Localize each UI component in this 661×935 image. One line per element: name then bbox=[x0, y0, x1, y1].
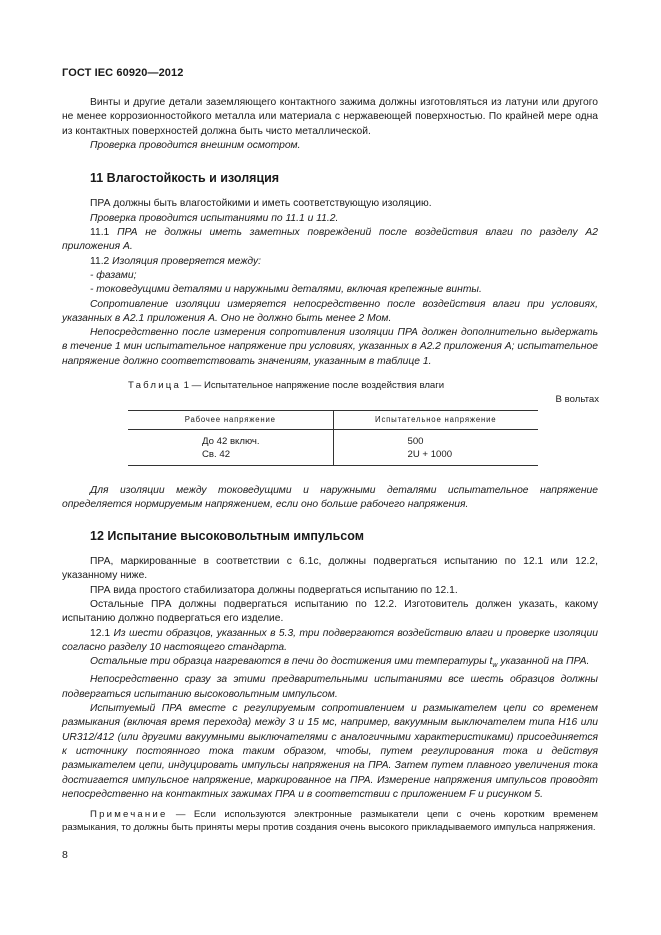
paragraph-insulation-resistance: Сопротивление изоляции измеряется непосредственно после воздействия влаги при условиях, указанных в А2.1 приложения А. Оно не должно быть менее 2 Мом. bbox=[62, 298, 598, 324]
table-unit: В вольтах bbox=[555, 394, 599, 406]
list-item: - фазами; bbox=[90, 269, 137, 281]
paragraph-test-setup: Испытуемый ПРА вместе с регулируемым сопротивлением и размыкателем цепи со временем размыкания (включая время перехода) между 3 и 15 мс, например, вакуумным выключателем типа Н16 или UR312/412 (или другими вакуумными выключателями с аналогичными характеристиками) присоединяется к источнику постоянного тока таким образом, чтобы, путем регулирования тока и действуя размыкателем цепи, индуцировать импульсы напряжения на ПРА. Затем путем плавного увеличения тока достигается импульсное напряжение, маркированное на ПРА. Измерение напряжения импульсов проводят непосредственно на контактных зажимах ПРА и в соответствии с приложением F и рисунком 5. bbox=[62, 703, 598, 800]
column-header: Испытательное напряжение bbox=[333, 410, 538, 430]
clause-11-2 bbox=[62, 255, 598, 269]
note bbox=[62, 808, 598, 834]
text-part: указанной на ПРА. bbox=[497, 656, 590, 668]
table-cell bbox=[128, 430, 333, 466]
table-caption bbox=[128, 379, 598, 393]
test-voltage-table bbox=[128, 410, 538, 467]
paragraph-grounding-screws: Винты и другие детали заземляющего контактного зажима должны изготовляться из латуни или другого не менее коррозионностойкого металла или материала с нержавеющей поверхностью. По крайней мере одна из контактных поверхностей должна быть чисто металлической. bbox=[62, 97, 598, 137]
cell-value: 2U + 1000 bbox=[407, 448, 453, 460]
table-caption-word: Таблица bbox=[128, 380, 182, 392]
cell-value: 500 bbox=[407, 436, 424, 448]
section-12-intro: ПРА, маркированные в соответствии с 6.1с, должны подвергаться испытанию по 12.1 или 12.2, указанному ниже. bbox=[62, 556, 598, 582]
clause-number: 12.1 bbox=[90, 627, 111, 639]
paragraph-immediate-test: Непосредственно сразу за этими предварительными испытаниями все шесть образцов должны подвергаться испытанию высоковольтным импульсом. bbox=[62, 674, 598, 700]
paragraph-after-table: Для изоляции между токоведущими и наружными деталями испытательное напряжение определяется нормируемым напряжением, если оно больше рабочего напряжения. bbox=[62, 485, 598, 511]
clause-text: ПРА не должны иметь заметных повреждений после воздействия влаги по разделу А2 приложения А. bbox=[62, 227, 598, 253]
clause-text: Из шести образцов, указанных в 5.3, три подвергаются воздействию влаги и проверке изоляции согласно разделу 10 настоящего стандарта. bbox=[62, 627, 598, 653]
clause-12-1 bbox=[62, 627, 598, 656]
table-row bbox=[128, 430, 538, 466]
symbol-subscript: w bbox=[492, 662, 498, 670]
section-11-title: 11 Влагостойкость и изоляция bbox=[90, 171, 280, 186]
clause-11-1 bbox=[62, 226, 598, 255]
text-part: Остальные три образца нагреваются в печи до достижения ими температуры bbox=[90, 656, 490, 668]
clause-text: Изоляция проверяется между: bbox=[112, 255, 262, 267]
clause-number: 11.1 bbox=[90, 227, 110, 239]
section-12-others: Остальные ПРА должны подвергаться испытанию по 12.2. Изготовитель должен указать, какому испытанию должно подвергаться его изделие. bbox=[62, 598, 598, 625]
standard-header: ГОСТ IEC 60920—2012 bbox=[62, 67, 184, 79]
clause-number: 11.2 bbox=[90, 255, 110, 267]
section-11-check: Проверка проводится испытаниями по 11.1 и 11.2. bbox=[90, 212, 339, 224]
symbol-t: t bbox=[489, 656, 493, 668]
cell-value: До 42 включ. bbox=[202, 436, 260, 448]
paragraph-inspection: Проверка проводится внешним осмотром. bbox=[90, 139, 301, 151]
page-content bbox=[62, 96, 598, 834]
paragraph-oven-heating bbox=[62, 655, 598, 673]
table-cell bbox=[333, 430, 538, 466]
section-11-intro: ПРА должны быть влагостойкими и иметь соответствующую изоляцию. bbox=[90, 198, 432, 210]
paragraph-test-voltage: Непосредственно после измерения сопротивления изоляции ПРА должен дополнительно выдержать в течение 1 мин испытательное напряжение при условиях, указанных в А2.2 приложения А; испытательное напряжение должно соответствовать значениям, указанным в таблице 1. bbox=[62, 327, 598, 367]
list-item: - токоведущими деталями и наружными деталями, включая крепежные винты. bbox=[90, 284, 482, 296]
column-header: Рабочее напряжение bbox=[128, 410, 333, 430]
note-label: Примечание bbox=[90, 809, 168, 821]
note-text: — Если используются электронные размыкатели цепи с очень коротким временем размыкания, то должны быть приняты меры против создания очень высокого прикладываемого импульса напряжения. bbox=[62, 809, 598, 834]
section-12-simple: ПРА вида простого стабилизатора должны подвергаться испытанию по 12.1. bbox=[90, 584, 458, 596]
table-caption-text: 1 — Испытательное напряжение после воздействия влаги bbox=[181, 380, 445, 392]
table-header-row bbox=[128, 410, 538, 430]
page-number: 8 bbox=[62, 849, 68, 861]
section-12-title: 12 Испытание высоковольтным импульсом bbox=[90, 528, 364, 543]
cell-value: Св. 42 bbox=[202, 448, 231, 460]
